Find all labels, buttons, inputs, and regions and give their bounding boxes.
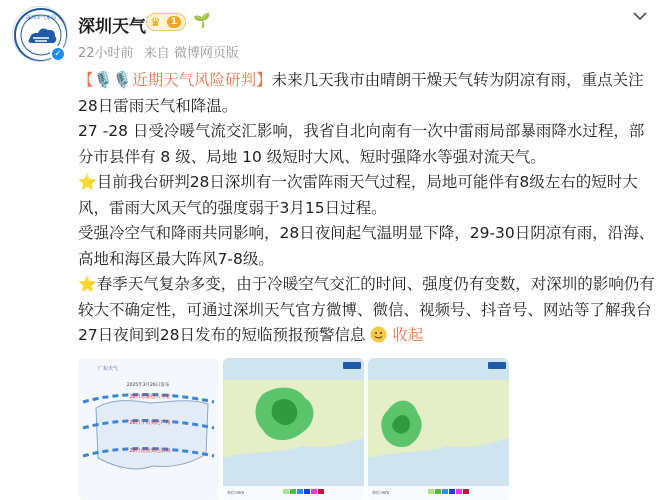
username[interactable]: 深圳天气	[78, 17, 146, 37]
radar-map-2[interactable]	[368, 358, 509, 500]
verified-badge-icon: ✓	[50, 46, 66, 62]
star-icon: ⭐	[78, 275, 97, 293]
sprout-icon[interactable]: 🌱	[193, 13, 211, 29]
station-badge	[488, 362, 506, 369]
station-badge	[343, 362, 361, 369]
radar-map-1[interactable]	[223, 358, 364, 500]
post-content	[78, 68, 658, 349]
svg-text:深圳市气象局: 深圳市气象局	[25, 15, 57, 21]
paragraph-5-text: 春季天气复杂多变，由于冷暖空气交汇的时间、强度仍有变数，对深圳的影响仍有较大不确定性，可通过深圳天气官方微博、微信、视频号、抖音号、网站等了解我台27日夜间到28日发布的短临预报预警信息	[78, 275, 655, 344]
crown-icon: ♛	[150, 15, 161, 29]
forecast-map-header: 广东天气	[98, 366, 119, 372]
forecast-band-label-1: 28日寒潮进入粤北	[129, 394, 171, 400]
vip-level: 1	[167, 16, 181, 28]
post-header	[0, 0, 671, 70]
paragraph-3-text: 目前我台研判28日深圳有一次雷阵雨天气过程，局地可能伴有8级左右的短时大风，雷雨大风天气的强度弱于3月15日过程。	[78, 173, 638, 217]
collapse-link[interactable]: 收起	[392, 326, 424, 344]
paragraph-2: 27 -28 日受冷暖气流交汇影响，我省自北向南有一次中雷雨局部暴雨降水过程，部分市县伴有 8 级、局地 10 级短时大风、短时强降水等强对流天气。	[78, 122, 645, 166]
guangdong-forecast-map[interactable]	[78, 358, 219, 500]
paragraph-1	[78, 68, 658, 119]
forecast-band-label-3: 28日夜间到达沿海	[129, 448, 171, 454]
forecast-map-date: 2025年3月26日发布	[126, 383, 170, 388]
forecast-band-label-2: 28日午后到达广州	[129, 420, 171, 426]
expand-menu-button[interactable]	[629, 8, 651, 24]
post-meta	[78, 42, 245, 61]
chevron-down-icon	[629, 8, 651, 24]
paragraph-1-text: 未来几天我市由晴朗干燥天气转为阴凉有雨，重点关注28日雷雨天气和降温。	[78, 71, 644, 115]
paragraph-4: 受强冷空气和降雨共同影响，28日夜间起气温明显下降，29-30日阴凉有雨，沿海、高地和海区最大阵风7-8级。	[78, 224, 655, 268]
smile-emoji-icon	[370, 326, 387, 343]
radar-legend-unit: 单位:mm	[372, 490, 390, 495]
paragraph-3	[78, 170, 658, 221]
post-time[interactable]: 22小时前	[78, 46, 134, 61]
star-icon: ⭐	[78, 173, 97, 191]
vip-badge[interactable]	[146, 13, 186, 31]
topic-tag[interactable]: 【🎙️🎙️近期天气风险研判】	[78, 71, 272, 89]
image-gallery	[78, 358, 652, 500]
paragraph-5	[78, 272, 658, 349]
radar-legend-unit: 单位:mm	[227, 490, 245, 495]
post-source: 来自 微博网页版	[143, 46, 239, 61]
